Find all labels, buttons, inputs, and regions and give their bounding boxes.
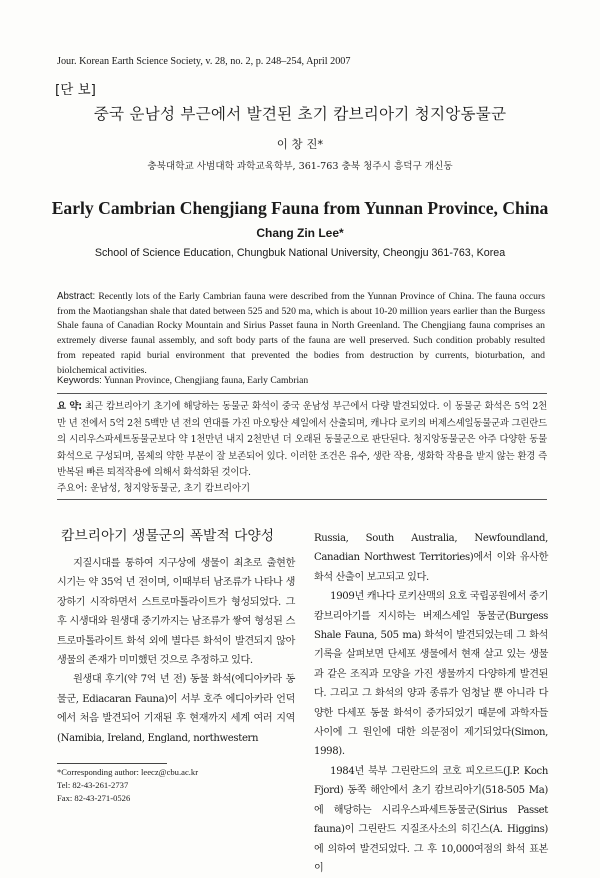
left-paragraph-2: 원생대 후기(약 7억 년 전) 동물 화석(에디아카라 동물군, Ediacaran Fauna)이 서부 호주 에디아카라 언덕에서 처음 발견되어 기재된 후 현재까지 세계 여러 지역 (Namibia, Ireland, England, northwestern — [57, 674, 295, 744]
right-paragraph-1: Russia, South Australia, Newfoundland, Canadian Northwest Territories)에서 이와 유사한 화석 산출이 보고되고 있다. — [314, 533, 548, 583]
english-keywords — [57, 374, 545, 389]
journal-citation: Jour. Korean Earth Science Society, v. 28, no. 2, p. 248–254, April 2007 — [57, 56, 351, 67]
abstract-label: Abstract: — [57, 291, 96, 302]
abstract-divider-top — [57, 393, 547, 394]
left-paragraph-1: 지질시대를 통하여 지구상에 생물이 최초로 출현한 시기는 약 35억 년 전이며, 이때부터 남조류가 나타나 생장하기 시작하면서 스트로마톨라이트가 형성되었다. 그 후 시생대와 원생대 중기까지는 남조류가 쌓여 형성된 스트로마톨라이트 화석 외에 별다른 화석이 발견되지 않아 생물의 존재가 미미했던 것으로 추정하고 있다. — [57, 558, 295, 667]
keywords-text: Yunnan Province, Chengjiang fauna, Early Cambrian — [103, 375, 309, 386]
corresponding-author-footnote — [57, 766, 198, 805]
korean-abstract — [57, 399, 547, 482]
english-affiliation: School of Science Education, Chungbuk National University, Cheongju 361-763, Korea — [94, 247, 506, 259]
abstract-divider-bottom — [57, 499, 547, 500]
korean-keywords-label: 주요어: — [57, 483, 88, 494]
korean-abstract-text: 최근 캄브리아기 초기에 해당하는 동물군 화석이 중국 운남성 부근에서 다량 발견되었다. 이 동물군 화석은 5억 2천만 년 전에서 5억 2천 5백만 년 전의 연대를 가진 마오탕산 셰일에서 산출되며, 캐나다 로키의 버제스셰일동물군과 그린란드의 시리우스파세트동물군보다 약 1천만년 내지 2천만년 더 오래된 동물군으로 판단된다. 청지앙동물군은 아주 다양한 동물 화석으로 구성되며, 몸체의 약한 부분이 잘 보존되어 있다. 이러한 조건은 유수, 생란 작용, 생화학 작용을 받지 않는 환경 즉 반복된 빠른 퇴적작용에 의해서 화석화된 것이다. — [57, 401, 548, 479]
korean-keywords — [57, 480, 547, 494]
abstract-text: Recently lots of the Early Cambrian fauna were described from the Yunnan Province of China. The fauna occurs from the Maotiangshan shale that dated between 525 and 520 ma, which is about 10-20 million years earlier than the Burgess Shale fauna of Canadian Rocky Mountain and Sirius Passet fauna in North Greenland. The Chengjiang fauna comprises an extremely diverse faunal assembly, and soft body parts of the fauna are well preserved. Such condition probably resulted from repeated rapid burial environment that prevented the bodies from destruction by currents, bioturbation, and biolchemical activities. — [57, 291, 546, 376]
right-paragraph-3: 1984년 북부 그린란드의 코호 피오르드(J.P. Koch Fjord) 동쪽 해안에서 초기 캄브리아기(518-505 Ma)에 해당하는 시리우스파세트동물군(Sirius Passet fauna)이 그린란드 지질조사소의 히긴스(A. Higgins)에 의하여 발견되었다. 그 후 10,000여점의 화석 표본이 — [314, 765, 548, 874]
korean-author: 이 창 진* — [276, 137, 324, 151]
english-abstract — [57, 290, 545, 378]
keywords-label: Keywords: — [57, 375, 102, 386]
korean-keywords-text: 운남성, 청지앙동물군, 초기 캄브리아기 — [90, 483, 251, 494]
english-author: Chang Zin Lee* — [256, 226, 344, 240]
body-right-column — [314, 529, 548, 878]
korean-abstract-label: 요 약: — [57, 401, 82, 412]
right-paragraph-2: 1909년 캐나다 로키산맥의 요호 국립공원에서 중기 캄브리아기를 지시하는 버제스셰일 동물군(Burgess Shale Fauna, 505 ma) 화석이 발견되었는데 그 화석 기록을 살펴보면 단세포 생물에서 현재 살고 있는 생물과 같은 조직과 모양을 가진 생물까지 다양하게 발견된다. 그리고 그 화석의 양과 종류가 엄청날 뿐 아니라 다양한 다세포 동물 화석이 중가되었기 때문에 과학자들 사이에 그 원인에 대한 의문점이 제기되었다(Simon, 1998). — [314, 591, 548, 758]
article-type-label: [단 보] — [55, 82, 96, 98]
korean-title: 중국 운남성 부근에서 발견된 초기 캄브리아기 청지앙동물군 — [93, 105, 507, 123]
footnote-email: *Corresponding author: leecz@cbu.ac.kr — [57, 767, 199, 777]
footnote-tel: Tel: 82-43-261-2737 — [57, 780, 129, 790]
english-title: Early Cambrian Chengjiang Fauna from Yunnan Province, China — [51, 198, 549, 218]
footnote-divider — [57, 763, 167, 764]
korean-affiliation: 충북대학교 사범대학 과학교육학부, 361-763 충북 청주시 흥덕구 개신동 — [147, 161, 453, 172]
footnote-fax: Fax: 82-43-271-0526 — [57, 793, 131, 803]
section-heading: 캄브리아기 생물군의 폭발적 다양성 — [61, 528, 275, 544]
body-left-column — [57, 554, 295, 748]
